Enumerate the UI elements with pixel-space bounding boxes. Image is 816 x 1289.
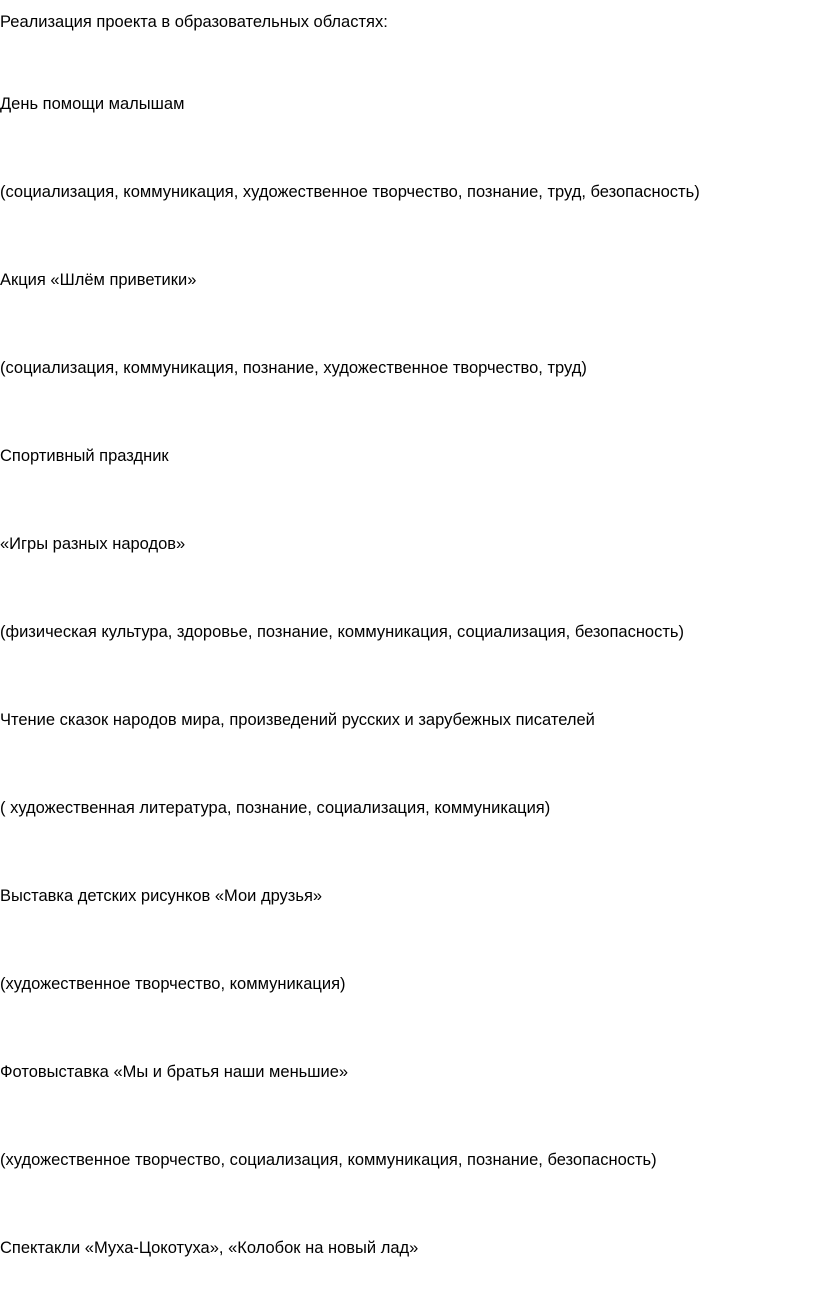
activity-title: Спектакли «Муха-Цокотуха», «Колобок на новый лад»	[0, 1239, 419, 1257]
activity-areas: (социализация, коммуникация, художественное творчество, познание, труд, безопасность)	[0, 183, 700, 201]
activity-areas: (художественное творчество, коммуникация)	[0, 975, 346, 993]
activity-areas: (физическая культура, здоровье, познание, коммуникация, социализация, безопасность)	[0, 623, 685, 641]
activity-title: Чтение сказок народов мира, произведений русских и зарубежных писателей	[0, 711, 595, 729]
activity-areas: (художественное творчество, социализация, коммуникация, познание, безопасность)	[0, 1151, 657, 1169]
activity-title: Фотовыставка «Мы и братья наши меньшие»	[0, 1063, 349, 1081]
activity-title: Выставка детских рисунков «Мои друзья»	[0, 887, 323, 905]
activity-title: Спортивный праздник	[0, 447, 169, 465]
activity-areas: (социализация, коммуникация, познание, художественное творчество, труд)	[0, 359, 587, 377]
activity-title: День помощи малышам	[0, 95, 185, 113]
activity-title: Акция «Шлём приветики»	[0, 271, 197, 289]
activity-subtitle: «Игры разных народов»	[0, 535, 186, 553]
document-heading: Реализация проекта в образовательных областях:	[0, 13, 388, 31]
activity-areas: ( художественная литература, познание, социализация, коммуникация)	[0, 799, 551, 817]
